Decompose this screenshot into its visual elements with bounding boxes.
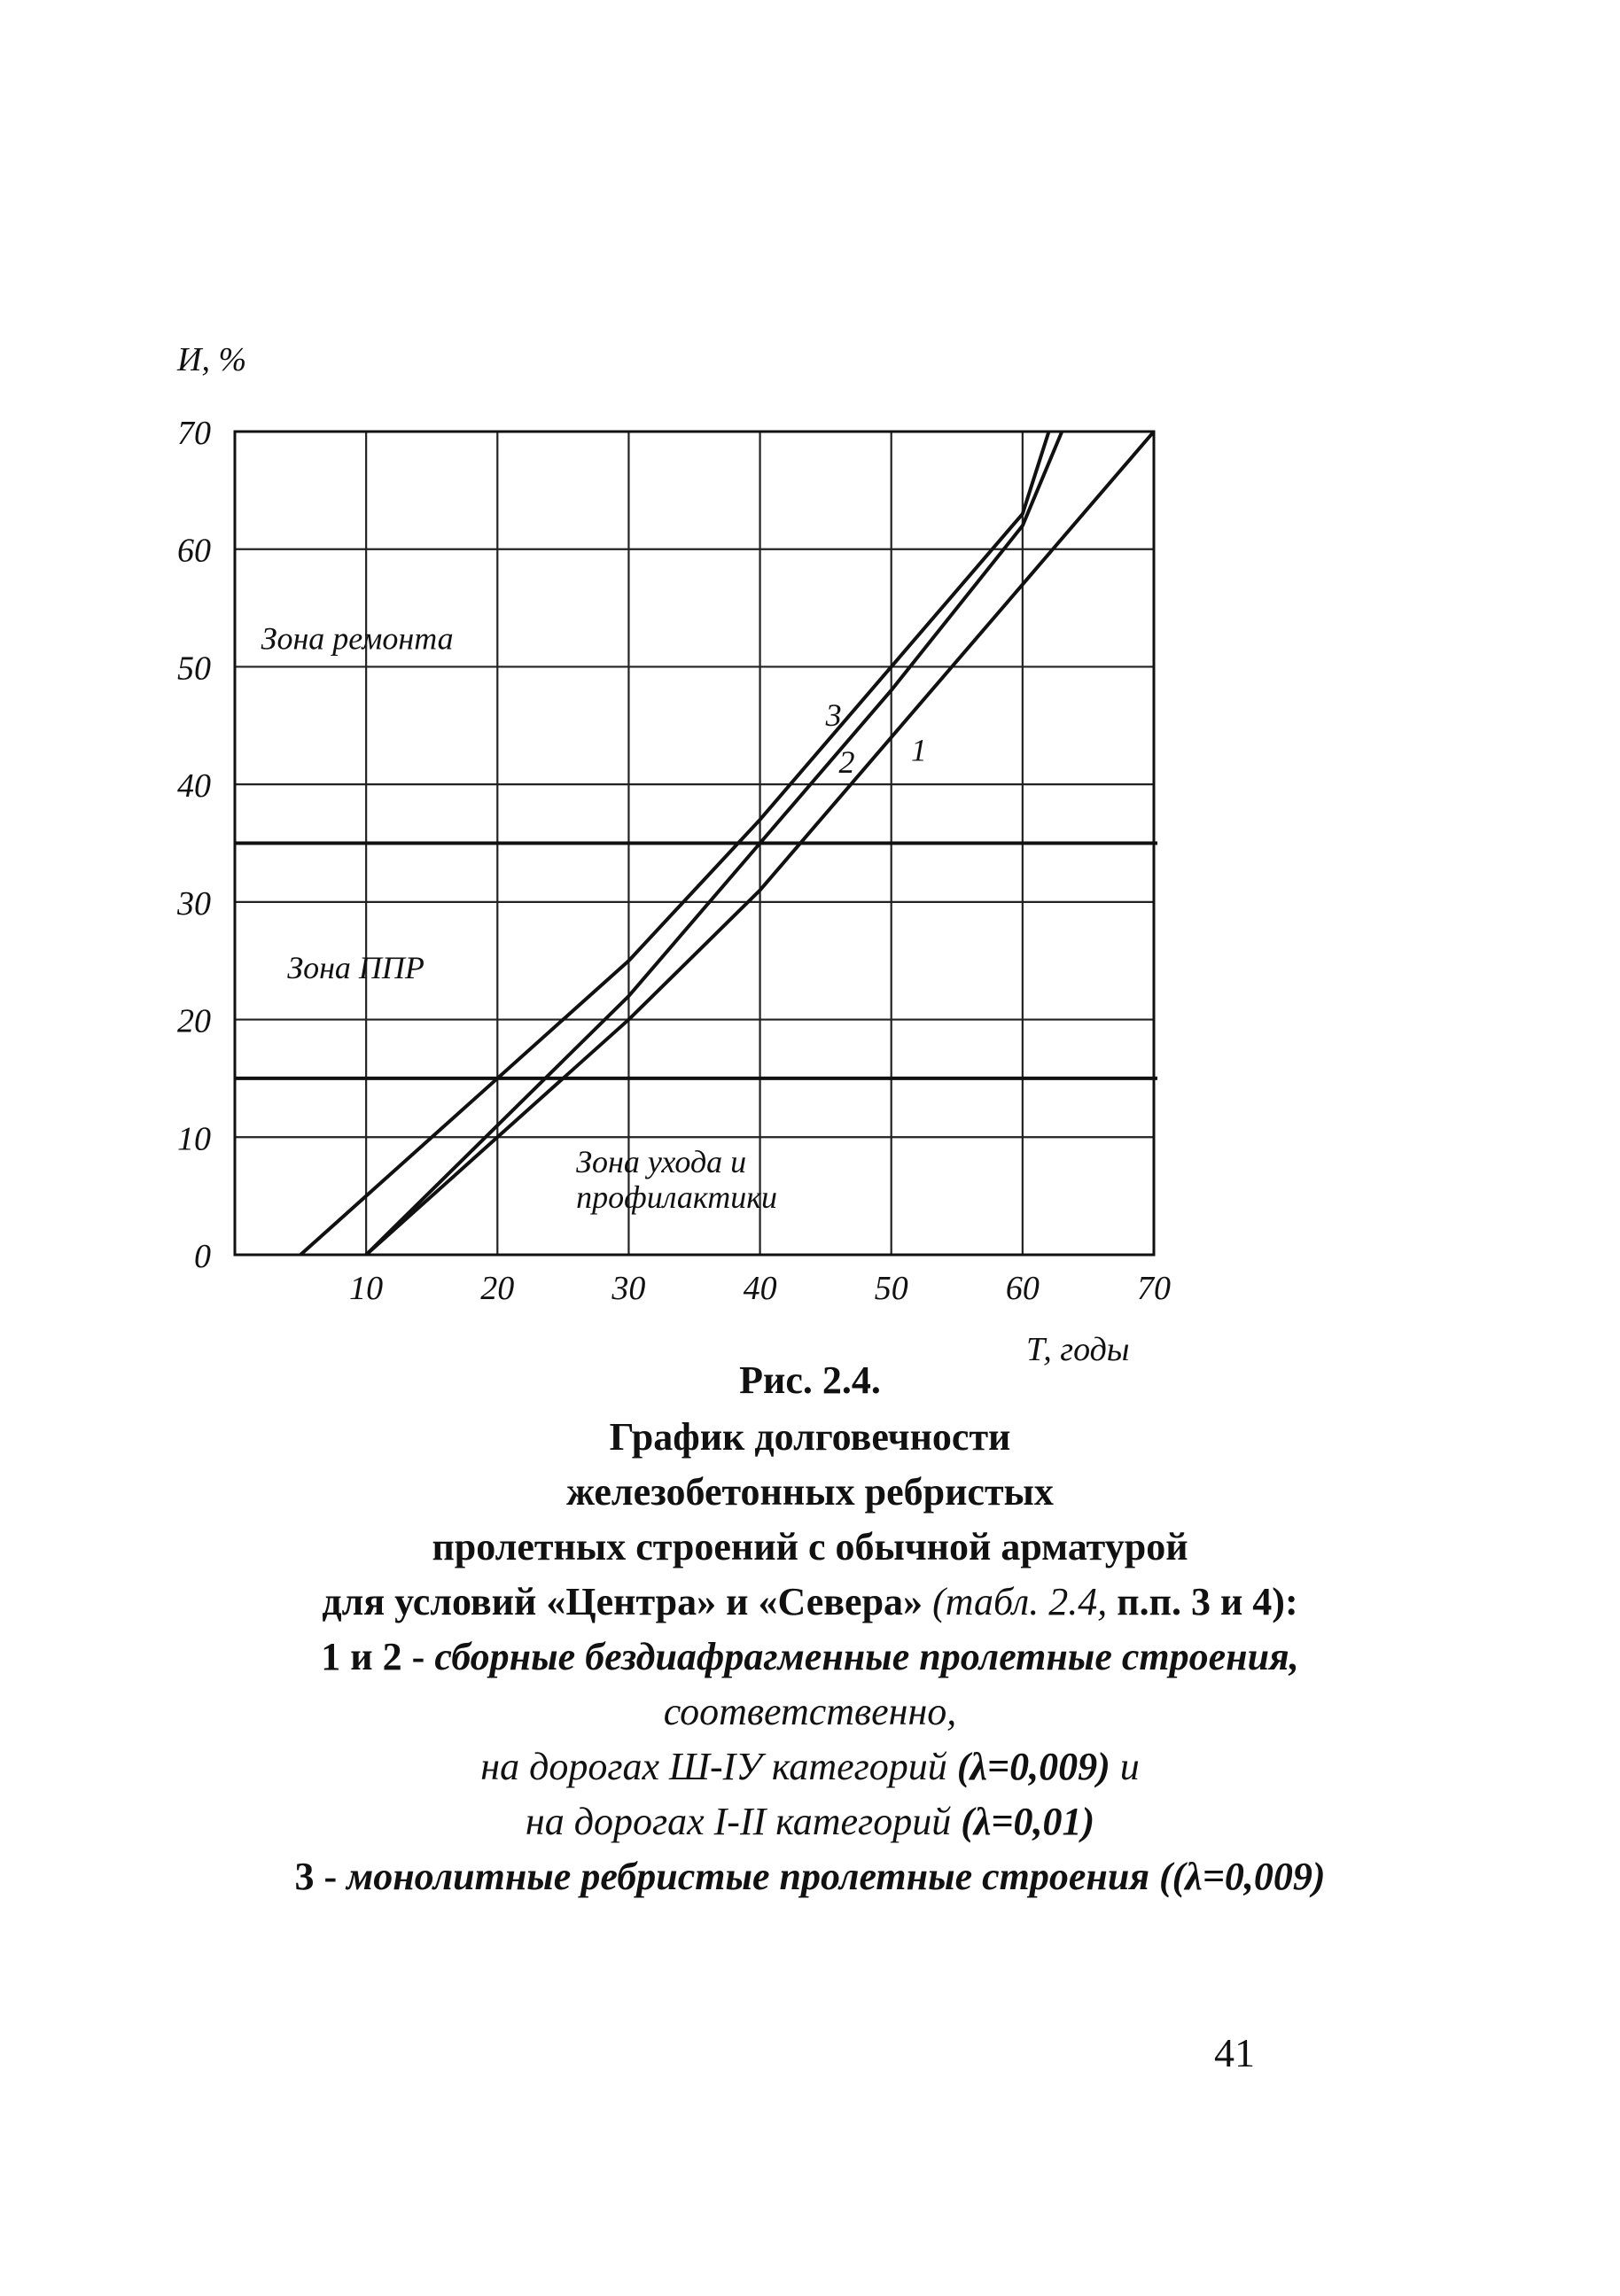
legend-line-2: соответственно, (663, 1690, 957, 1733)
x-axis-title: Т, годы (1026, 1331, 1130, 1368)
page-number: 41 (1214, 2030, 1255, 2075)
x-tick-60: 60 (1005, 1270, 1040, 1307)
y-tick-60: 60 (177, 532, 211, 570)
curve-label-3: 3 (825, 697, 842, 733)
table-reference: (табл. 2.4, (932, 1580, 1108, 1623)
legend-line-3 (0, 1742, 1620, 1792)
curve-label-2: 2 (838, 743, 855, 780)
x-tick-40: 40 (743, 1270, 777, 1307)
figure-title-line-2: железобетонных ребристых (566, 1470, 1054, 1514)
legend-curve-3: 3 - (294, 1855, 338, 1898)
zone-label-repair: Зона ремонта (261, 620, 454, 657)
legend-line-1 (0, 1632, 1620, 1682)
roads-category-3-4: на дорогах Ш-IУ категорий (480, 1745, 947, 1788)
figure-title-line-1: График долговечности (609, 1415, 1011, 1459)
figure-title-line-4 (0, 1577, 1620, 1627)
curve-label-1: 1 (910, 732, 927, 768)
table-items: п.п. 3 и 4): (1117, 1580, 1298, 1623)
legend-curves-1-2: 1 и 2 - (321, 1635, 425, 1678)
y-axis-title: И, % (177, 341, 247, 378)
conjunction: и (1119, 1745, 1140, 1788)
y-tick-30: 30 (177, 884, 211, 922)
zone-label-maintenance-2: профилактики (576, 1179, 778, 1215)
x-tick-50: 50 (874, 1270, 908, 1307)
figure-title-line-3: пролетных строений с обычной арматурой (432, 1525, 1188, 1568)
x-tick-20: 20 (480, 1270, 515, 1307)
y-tick-labels (176, 415, 211, 1275)
y-tick-20: 20 (177, 1002, 211, 1040)
legend-line-5 (0, 1852, 1620, 1902)
zone-labels (261, 621, 777, 1215)
zone-label-ppr: Зона ППР (287, 950, 424, 986)
figure-number: Рис. 2.4. (739, 1358, 881, 1402)
x-tick-30: 30 (611, 1270, 646, 1307)
zone-label-maintenance-1: Зона ухода и (576, 1144, 747, 1180)
legend-text-1-2: сборные бездиафрагменные пролетные строения, (434, 1635, 1299, 1678)
y-tick-10: 10 (177, 1120, 211, 1158)
lambda-0009-monolith: ((λ=0,009) (1158, 1855, 1326, 1898)
y-tick-40: 40 (177, 767, 211, 806)
legend-text-3: монолитные ребристые пролетные строения (347, 1855, 1149, 1898)
x-tick-70: 70 (1137, 1270, 1171, 1307)
x-tick-labels (349, 1270, 1171, 1307)
y-tick-0: 0 (194, 1238, 211, 1275)
y-tick-70: 70 (177, 415, 211, 452)
conditions-text: для условий «Центра» и «Севера» (322, 1580, 923, 1623)
roads-category-1-2: на дорогах I-II категорий (525, 1800, 952, 1843)
x-tick-10: 10 (349, 1270, 384, 1307)
legend-line-4 (0, 1797, 1620, 1847)
lambda-0009: (λ=0,009) (956, 1745, 1110, 1788)
lambda-001: (λ=0,01) (961, 1800, 1095, 1843)
y-tick-50: 50 (177, 650, 211, 688)
